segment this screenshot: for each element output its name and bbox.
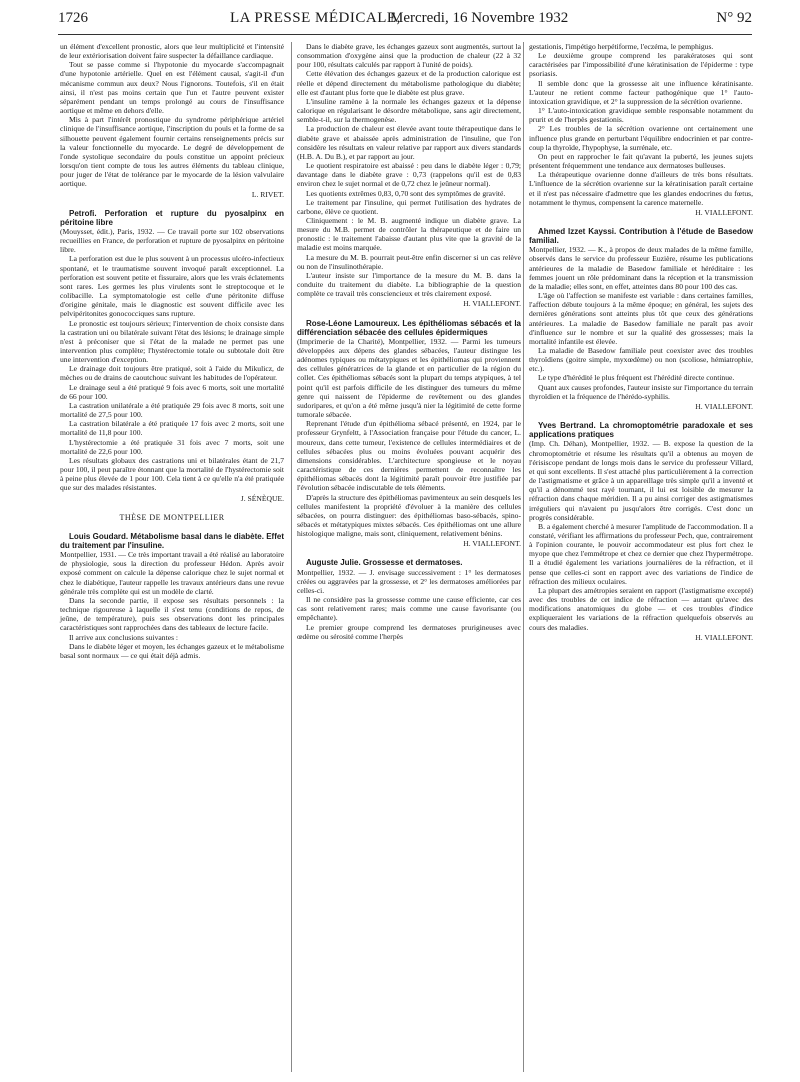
paragraph: un élément d'excellent pronostic, alors que leur multiplicité et l'intensité de leur extériorisation doivent faire suspecter la défaillance cardiaque. (60, 42, 284, 61)
author-signature: H. VIALLEFONT. (463, 539, 521, 549)
paragraph: (Imp. Ch. Déhan), Montpellier, 1932. — B. expose la question de la chromoptométrie et résume les résultats qu'il a obtenus au moyen de l'érisiscope pendant de longs mois dans le service du professeur Villard, et qui sont excellents. Il s'est attaché plus particulièrement à la correction de l'astigmatisme et grâce à un appareillage très simple qu'il a inventé et qu'il a dénommé test rayé tournant, il lui est loisible de mesurer la réfraction dans chaque méridien. Il a pu ainsi corriger des astigmatismes irréguliers qui n'avaient pu jusqu'alors être corrigés. C'est donc un progrès considérable. (529, 439, 753, 522)
paragraph: gestationis, l'impétigo herpétiforme, l'eczéma, le pemphigus. (529, 42, 714, 51)
paragraph: La castration unilatérale a été pratiquée 29 fois avec 8 morts, soit une mortalité de 27,5 pour 100. (60, 400, 284, 420)
paragraph: Le drainage seul a été pratiqué 9 fois avec 6 morts, soit une mortalité de 66 pour 100. (60, 382, 284, 401)
column-2 (297, 42, 521, 641)
paragraph: Le traitement par l'insuline, qui permet l'utilisation des hydrates de carbone, élève ce quotient. (297, 197, 521, 216)
paragraph: La production de chaleur est élevée avant toute thérapeutique dans le diabète grave et abaissée après administration de l'insuline, que l'on considère les résultats en valeur relative par rapport aux divers standards (H.B. A. Du B.), et par rapport au jour. (297, 124, 521, 161)
paragraph: 2° Les troubles de la sécrétion ovarienne ont certainement une influence plus grande en perturbant l'équilibre endocrinien et par contre-coup la thyroïde, l'hypophyse, la surrénale, etc. (529, 124, 753, 152)
column-divider (523, 42, 524, 1072)
article-title: Auguste Julie. Grossesse et dermatoses. (306, 558, 463, 568)
paragraph: Le quotient respiratoire est abaissé : peu dans le diabète léger : 0,79; davantage dans le diabète grave : 0,73 (rappelons qu'il est de 0,83 environ chez le sujet normal et de 0,72 chez le jeûneur normal). (297, 161, 521, 189)
paragraph: Mis à part l'intérêt pronostique du syndrome périphérique artériel clinique de l'insuffisance aortique, l'inscription du pouls et la forme de sa silhouette peuvent également fournir certains renseignements précis sur la valeur fonctionnelle du myocarde. Le degré de développement de l'onde systolique secondaire du pouls constitue un appoint précieux lorsqu'on tient compte de tous les autres éléments du tableau clinique, pour juger de l'état de tolérance par le myocarde de la lésion valvulaire aortique. (60, 115, 284, 189)
paragraph: (Mouysset, édit.), Paris, 1932. — Ce travail porte sur 102 observations recueillies en France, de perforation et rupture de pyosalpinx en péritoine libre. (60, 226, 284, 255)
issue-date: Mercredi, 16 Novembre 1932 (390, 10, 569, 26)
article-heading (529, 227, 753, 245)
paragraph: Dans la seconde partie, il expose ses résultats personnels : la technique rigoureuse à laquelle il s'est tenu (conditions de repos, de jeûne, de température), puis ses observations dont les principales caractéristiques sont rapprochées dans des tableaux de lecture facile. (60, 595, 284, 633)
paragraph: Le deuxième groupe comprend les parakératoses qui sont caractérisées par l'impossibilité d'une kératinisation de l'épiderme : type psoriasis. (529, 51, 753, 79)
author-signature: L. RIVET. (251, 189, 284, 199)
article-title: Ahmed Izzet Kayssi. Contribution à l'étude de Basedow familial. (529, 226, 753, 246)
paragraph: La mesure du M. B. pourrait peut-être enfin discerner si un cas relève ou non de l'insulinothérapie. (297, 252, 521, 271)
paragraph: Les quotients extrêmes 0,83, 0,70 sont des symptômes de gravité. (306, 188, 506, 198)
journal-title: LA PRESSE MÉDICALE, (230, 10, 401, 26)
article-title: Louis Goudard. Métabolisme basal dans le diabète. Effet du traitement par l'insuline. (60, 531, 284, 550)
paragraph: Il ne considère pas la grossesse comme une cause efficiente, car ces cas sont relativement rares; mais comme une cause favorisante (ou empêchante). (297, 595, 521, 623)
paragraph: Le pronostic est toujours sérieux; l'intervention de choix consiste dans la castration uni ou bilatérale suivant l'état des lésions; le drainage simple n'est à préconiser que si l'état de la malade ne permet pas une intervention plus complète; l'hystérectomie totale ou subtotale doit être une intervention d'exception. (60, 318, 284, 365)
author-signature: H. VIALLEFONT. (695, 632, 753, 642)
paragraph: La perforation est due le plus souvent à un processus ulcéro-infectieux spontané, et le traumatisme souvent invoqué paraît exceptionnel. La perforation est souvent petite et fissuraire, alors que les vrais éclatements sont rares. Les germes les plus virulents sont le streptocoque et le colibacille. La symptomatologie est celle d'une péritonite diffuse d'origine génitale, mais le diagnostic est souvent difficile avec les pelvipéritonites gonococciques sans rupture. (60, 254, 284, 319)
paragraph: Reprenant l'étude d'un épithélioma sébacé présenté, en 1924, par le professeur Grynfeltt, à l'Association française pour l'étude du cancer, L. moureux, dans cette tumeur, l'existence de cellules intermédiaires et de cellules sébacées plus ou moins évoluées pouvant acquérir des dimensions considérables. L'architecture spongieuse et le noyau caractéristique de ces dernières permettent de reconnaître les épithéliomas sébacés dont la légitimité paraît pouvoir être justifiée par l'évolution sébacée indiscutable de tels éléments. (297, 419, 521, 493)
article-heading (297, 558, 521, 567)
header-rule (58, 34, 752, 35)
author-signature: H. VIALLEFONT. (463, 299, 521, 309)
page-header (58, 10, 752, 32)
paragraph: Les résultats globaux des castrations uni et bilatérales étant de 21,7 pour 100, il peut paraître étonnant que la mortalité de l'hystérectomie soit à peine plus élevée de 1 pour 100. Cela tient à ce qu'elle n'a été pratiquée que sur des malades résistantes. (60, 455, 284, 493)
article-heading (60, 209, 284, 227)
paragraph: Le premier groupe comprend les dermatoses prurigineuses avec œdème ou sérosité comme l'herpès (297, 622, 521, 641)
paragraph: Montpellier, 1932. — K., à propos de deux malades de la même famille, observés dans le service du professeur Euzière, résume les publications antérieures de la maladie de Basedow familiale et héréditaire : les femmes jouent un rôle prédominant dans la réception et la transmission de la maladie; elles sont, en effet, atteintes dans 80 pour 100 des cas. (529, 245, 753, 291)
paragraph: L'âge où l'affection se manifeste est variable : dans certaines familles, l'affection débute toujours à la même époque; en général, les sujets des dernières générations sont atteints plus tôt que ceux des générations antérieures. La maladie de Basedow familiale ne paraît pas avoir d'influence sur le nombre et sur la qualité des grossesses; mais la mortalité infantile est élevée. (529, 291, 753, 346)
paragraph: L'hystérectomie a été pratiquée 31 fois avec 7 morts, soit une mortalité de 22,6 pour 100. (60, 437, 284, 456)
paragraph: Cliniquement : le M. B. augmenté indique un diabète grave. La mesure du M.B. permet de contrôler la thérapeutique et de faire un pronostic : le traitement l'abaisse d'autant plus vite que la gravité de la maladie est moins marquée. (297, 215, 521, 253)
author-signature: H. VIALLEFONT. (695, 401, 753, 411)
paragraph: Il semble donc que la grossesse ait une influence kératinisante. L'auteur ne retient comme facteur pathogénique que 1° l'auto-intoxication gravidique, et 2° la suppression de la sécrétion ovarienne. (529, 78, 753, 106)
article-title: Rose-Léone Lamoureux. Les épithéliomas sébacés et la différenciation sébacée des cellules épidermiques (297, 318, 521, 337)
paragraph: Montpellier, 1931. — Ce très important travail a été réalisé au laboratoire de physiologie, sous la direction du professeur Hédon. Après avoir exposé comment on calcule la dépense calorique chez le sujet normal et chez le diabétique, l'auteur rappelle les travaux antérieurs dans une revue générale très complète qui est un modèle de clarté. (60, 550, 284, 596)
paragraph: Dans le diabète grave, les échanges gazeux sont augmentés, surtout la consommation d'oxygène ainsi que la production de chaleur (22 à 32 pour 100, résultats calculés par rapport à l'unité de poids). (297, 42, 521, 70)
paragraph: Dans le diabète léger et moyen, les échanges gazeux et le métabolisme basal sont normaux — ce qui était déjà admis. (60, 641, 284, 660)
paragraph: L'insuline ramène à la normale les échanges gazeux et la dépense calorique en régularisant le désordre métabolique, sans agir directement, semble-t-il, sur la thermogenèse. (297, 96, 521, 125)
paragraph: On peut en rapprocher le fait qu'avant la puberté, les jeunes sujets présentent fréquemment une tendance aux dermatoses bulleuses. (529, 151, 753, 171)
article-heading (60, 532, 284, 550)
paragraph: B. a également cherché à mesurer l'amplitude de l'accommodation. Il a constaté, vérifiant les affirmations du professeur Pech, que, contrairement à l'opinion courante, le pouvoir accommodateur est plus fort chez le myope que chez l'emmétrope et chez ce dernier que chez l'hypermétrope. Il a étudié également les variations journalières de la réfraction, et il pense que celles-ci sont en rapport avec des variations de l'indice de réfraction des milieux oculaires. (529, 521, 754, 586)
paragraph: Il arrive aux conclusions suivantes : (69, 632, 179, 642)
paragraph: Cette élévation des échanges gazeux et de la production calorique est réelle et dépend directement du métabolisme pathologique du diabète; elle est d'autant plus forte que le diabète est plus grave. (297, 69, 521, 97)
article-title: Yves Bertrand. La chromoptométrie paradoxale et ses applications pratiques (529, 421, 753, 440)
paragraph: D'après la structure des épithéliomas pavimenteux au sein desquels les cellules manifestent la propriété d'évoluer à la manière des cellules sébacées, on pourra distinguer: des épithéliomas baso-sébacés, spino-sébacés et métatypiques mixtes sébacés. Ces épithéliomas ont une allure histologique maligne, mais sont, cliniquement, relativement bénins. (297, 492, 521, 539)
paragraph: Montpellier, 1932. — J. envisage successivement : 1° les dermatoses créées ou aggravées par la grossesse, et 2° les dermatoses améliorées par celles-ci. (297, 567, 521, 595)
author-signature: H. VIALLEFONT. (695, 207, 753, 217)
paragraph: La thérapeutique ovarienne donne d'ailleurs de très bons résultats. L'influence de la sécrétion ovarienne sur la kératinisation paraît certaine et il n'est pas nécessaire d'admettre que les glandes endocrines du fœtus, notamment le thymus, compensent la carence maternelle. (529, 170, 753, 207)
paragraph: Tout se passe comme si l'hypotonie du myocarde s'accompagnait d'une hypotonie artérielle. Quel en est l'élément causal, s'agit-il d'un mécanisme commun aux deux? Nous l'ignorons. Toutefois, s'il en était ainsi, il n'est pas moins certain que l'un et l'autre peuvent exister séparément pendant un temps prolongé au cours de l'insuffisance aortique et même en dehors d'elle. (60, 60, 284, 116)
author-signature: J. SÉNÈQUE. (240, 493, 284, 503)
paragraph: Le drainage doit toujours être pratiqué, soit à l'aide du Mikulicz, de mèches ou de drains de caoutchouc suivant les habitudes de l'opérateur. (60, 364, 284, 383)
paragraph: L'auteur insiste sur l'importance de la mesure du M. B. dans la conduite du traitement du diabète. La bibliographie de la question complète ce travail très consciencieux et très clairement exposé. (297, 270, 521, 299)
paragraph: 1° L'auto-intoxication gravidique semble responsable notamment du prurit et de l'herpès gestationis. (529, 106, 753, 125)
issue-number: N° 92 (716, 10, 752, 26)
article-title: Petrofi. Perforation et rupture du pyosalpinx en péritoine libre (60, 208, 284, 227)
article-heading (297, 319, 521, 337)
section-title: THÈSE DE MONTPELLIER (119, 512, 225, 522)
column-1 (60, 42, 284, 660)
paragraph: (Imprimerie de la Charité), Montpellier, 1932. — Parmi les tumeurs développées aux dépens des glandes sébacées, l'auteur distingue les adénomes typiques ou métatypiques et les épithéliomas qui proviennent des cellules génératrices de la glande et en particulier de la région du collet. Ces épithéliomas sébacés sont la plupart du temps atypiques, à tel point qu'il est parfois difficile de les distinguer des tumeurs du même genre qui naissent de l'épiderme de revêtement ou des glandes sudoripares, et qu'on a été même jusqu'à nier la légitimité de cette forme tumorale sébacée. (297, 336, 521, 420)
paragraph: La castration bilatérale a été pratiquée 17 fois avec 2 morts, soit une mortalité de 11,8 pour 100. (60, 419, 284, 438)
page-number: 1726 (58, 10, 88, 26)
article-heading (529, 421, 753, 439)
paragraph: La plupart des amétropies seraient en rapport (l'astigmatisme excepté) avec des troubles de cet indice de réfraction — autant qu'avec des modifications anatomiques du globe — et ces troubles d'indice expliqueraient les variations de la réfraction quelquefois observés au cours des maladies. (529, 585, 753, 632)
paragraph: La maladie de Basedow familiale peut coexister avec des troubles thyroïdiens (goitre simple, myxœdème) ou non (scoliose, hémiatrophie, etc.). (529, 346, 753, 374)
paragraph: Le type d'hérédité le plus fréquent est l'hérédité directe continue. (538, 373, 735, 383)
column-3 (529, 42, 753, 648)
column-divider (291, 42, 292, 1072)
paragraph: Quant aux causes profondes, l'auteur insiste sur l'importance du terrain thyroïdien et la fréquence de l'hérédo-syphilis. (529, 382, 753, 401)
